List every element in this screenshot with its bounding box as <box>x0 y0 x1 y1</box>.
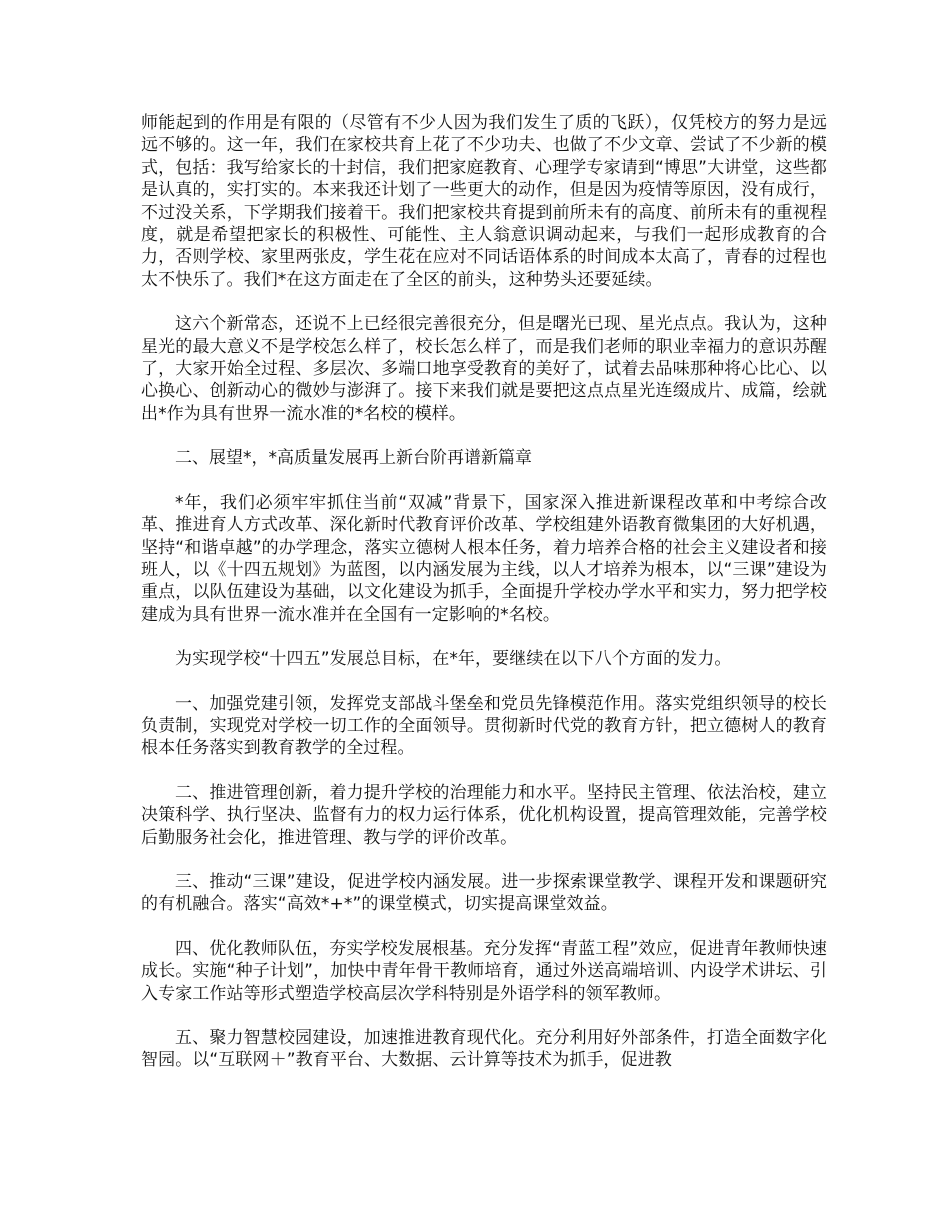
paragraph-party-building: 一、加强党建引领，发挥党支部战斗堡垒和党员先锋模范作用。落实党组织领导的校长负责制，实现党对学校一切工作的全面领导。贯彻新时代党的教育方针，把立德树人的教育根本任务落实到教育教学的全过程。 <box>141 693 827 759</box>
paragraph-year-plan: *年，我们必须牢牢抓住当前“双减”背景下，国家深入推进新课程改革和中考综合改革、推进育人方式改革、深化新时代教育评价改革、学校组建外语教育微集团的大好机遇，坚持“和谐卓越”的办学理念，落实立德树人根本任务，着力培养合格的社会主义建设者和接班人，以《十四五规划》为蓝图，以内涵发展为主线，以人才培养为根本，以“三课”建设为重点，以队伍建设为基础，以文化建设为抓手，全面提升学校办学水平和实力，努力把学校建成为具有世界一流水准并在全国有一定影响的*名校。 <box>141 492 827 625</box>
paragraph-smart-campus: 五、聚力智慧校园建设，加速推进教育现代化。充分利用好外部条件，打造全面数字化智园。以“互联网＋”教育平台、大数据、云计算等技术为抓手，促进教 <box>141 1028 827 1071</box>
paragraph-three-courses: 三、推动“三课”建设，促进学校内涵发展。进一步探索课堂教学、课程开发和课题研究的有机融合。落实“高效*+*”的课堂模式，切实提高课堂效益。 <box>141 871 827 915</box>
paragraph-home-school: 师能起到的作用是有限的（尽管有不少人因为我们发生了质的飞跃），仅凭校方的努力是远远不够的。这一年，我们在家校共育上花了不少功夫、也做了不少文章、尝试了不少新的模式，包括：我写给家长的十封信，我们把家庭教育、心理学专家请到“博思”大讲堂，这些都是认真的，实打实的。本来我还计划了一些更大的动作，但是因为疫情等原因，没有成行，不过没关系，下学期我们接着干。我们把家校共育提到前所未有的高度、前所未有的重视程度，就是希望把家长的积极性、可能性、主人翁意识调动起来，与我们一起形成教育的合力，否则学校、家里两张皮，学生花在应对不同话语体系的时间成本太高了，青春的过程也太不快乐了。我们*在这方面走在了全区的前头，这种势头还要延续。 <box>141 113 827 290</box>
paragraph-teacher-team: 四、优化教师队伍，夯实学校发展根基。充分发挥“青蓝工程”效应，促进青年教师快速成长。实施“种子计划”，加快中青年骨干教师培育，通过外送高端培训、内设学术讲坛、引入专家工作站等形式塑造学校高层次学科特别是外语学科的领军教师。 <box>141 938 827 1004</box>
paragraph-six-new-normals: 这六个新常态，还说不上已经很完善很充分，但是曙光已现、星光点点。我认为，这种星光的最大意义不是学校怎么样了，校长怎么样了，而是我们老师的职业幸福力的意识苏醒了，大家开始全过程、多层次、多端口地享受教育的美好了，试着去品味那种将心比心、以心换心、创新动心的微妙与澎湃了。接下来我们就是要把这点点星光连缀成片、成篇，绘就出*作为具有世界一流水准的*名校的模样。 <box>141 314 827 424</box>
paragraph-management-innovation: 二、推进管理创新，着力提升学校的治理能力和水平。坚持民主管理、依法治校，建立决策科学、执行坚决、监督有力的权力运行体系，优化机构设置，提高管理效能，完善学校后勤服务社会化，推进管理、教与学的评价改革。 <box>141 782 827 848</box>
paragraph-eight-aspects-intro: 为实现学校“十四五”发展总目标，在*年，要继续在以下八个方面的发力。 <box>175 649 732 670</box>
document-page <box>141 112 827 1094</box>
section-heading-outlook: 二、展望*，*高质量发展再上新台阶再谱新篇章 <box>175 448 532 469</box>
